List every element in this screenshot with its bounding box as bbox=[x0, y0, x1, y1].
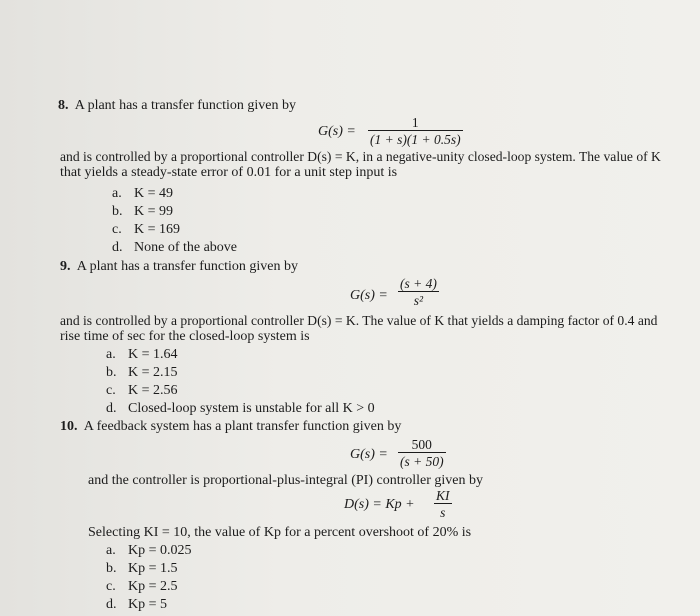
q8-line2: and is controlled by a proportional controller D(s) = K, in a negative-unity closed-loop system. The value of K bbox=[60, 149, 661, 164]
q10-option-c: c. Kp = 2.5 bbox=[106, 579, 178, 594]
q9-line3: rise time of sec for the closed-loop system is bbox=[60, 329, 310, 344]
q8-line3: that yields a steady-state error of 0.01 for a unit step input is bbox=[60, 165, 398, 180]
q9-g-fraction bbox=[398, 276, 439, 308]
q9-g-lhs: G(s) = bbox=[350, 288, 388, 303]
q9-g-denominator: s² bbox=[398, 291, 439, 308]
q8-number: 8. bbox=[58, 98, 69, 113]
q10-g-denominator: (s + 50) bbox=[400, 454, 444, 469]
q10-g-numerator: 500 bbox=[411, 437, 432, 452]
q10-stem: A feedback system has a plant transfer function given by bbox=[83, 419, 402, 434]
q9-line2: and is controlled by a proportional controller D(s) = K. The value of K that yields a damping factor of 0.4 and bbox=[60, 313, 658, 328]
q9-option-c: c. K = 2.56 bbox=[106, 383, 178, 398]
q8-g-lhs: G(s) = bbox=[318, 124, 356, 139]
q10-line3: Selecting KI = 10, the value of Kp for a percent overshoot of 20% is bbox=[88, 525, 472, 540]
q10-d-denominator: s bbox=[434, 503, 452, 520]
q10-option-b: b. Kp = 1.5 bbox=[106, 561, 178, 576]
q8-header bbox=[58, 98, 296, 114]
q9-option-b: b. K = 2.15 bbox=[106, 365, 178, 380]
q10-d-fraction bbox=[434, 488, 452, 520]
q8-option-d: d. None of the above bbox=[112, 240, 238, 255]
q10-line2: and the controller is proportional-plus-integral (PI) controller given by bbox=[88, 473, 484, 488]
q9-option-a: a. K = 1.64 bbox=[106, 347, 178, 362]
q9-stem: A plant has a transfer function given by bbox=[76, 259, 298, 274]
q9-header bbox=[60, 259, 298, 275]
q10-d-numerator: KI bbox=[436, 488, 450, 503]
q8-g-fraction bbox=[368, 115, 463, 147]
q8-g-numerator: 1 bbox=[411, 115, 419, 130]
q10-d-lhs: D(s) = Kp + bbox=[344, 497, 415, 512]
q8-option-c: c. K = 169 bbox=[112, 222, 181, 237]
q8-option-b: b. K = 99 bbox=[112, 204, 174, 219]
q10-g-fraction bbox=[398, 437, 446, 469]
q10-option-a: a. Kp = 0.025 bbox=[106, 543, 192, 558]
q8-stem: A plant has a transfer function given by bbox=[74, 98, 296, 113]
q8-option-a: a. K = 49 bbox=[112, 186, 174, 201]
q9-number: 9. bbox=[60, 259, 71, 274]
q10-header bbox=[60, 419, 401, 435]
q10-number: 10. bbox=[60, 419, 78, 434]
q8-g-denominator: (1 + s)(1 + 0.5s) bbox=[370, 132, 461, 147]
q10-option-d: d. Kp = 5 bbox=[106, 597, 168, 612]
q9-g-numerator: (s + 4) bbox=[400, 276, 437, 291]
q10-g-lhs: G(s) = bbox=[350, 447, 388, 462]
q9-option-d: d. Closed-loop system is unstable for all K > 0 bbox=[106, 401, 375, 416]
